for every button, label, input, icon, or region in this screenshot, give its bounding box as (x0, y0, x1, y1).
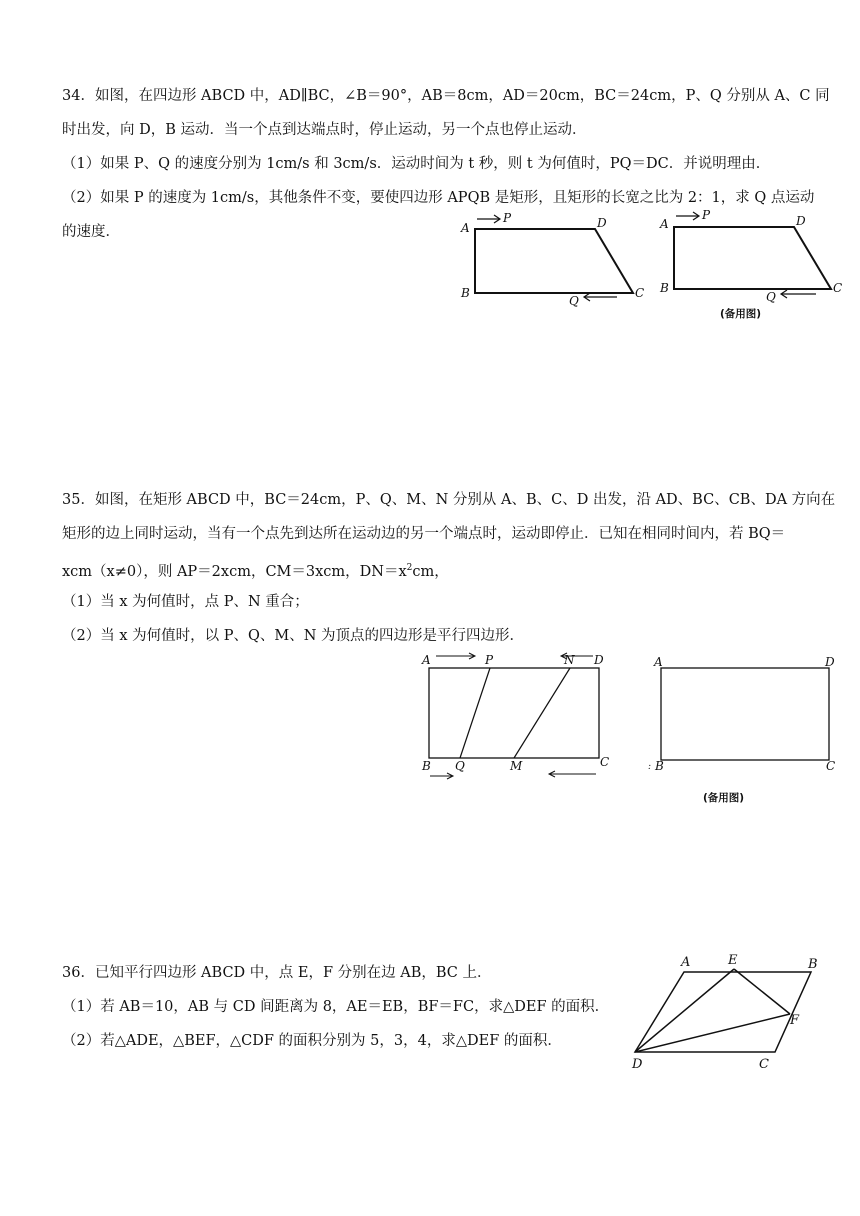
svg-text:D: D (796, 214, 806, 228)
svg-text:A: A (681, 955, 691, 970)
q36-line-1: 36．已知平行四边形 ABCD 中，点 E，F 分别在边 AB，BC 上． (62, 965, 492, 981)
q35-spare-caption: (备用图) (703, 792, 745, 804)
svg-text:A: A (422, 653, 431, 667)
svg-text:A: A (654, 655, 663, 669)
svg-text:Q: Q (766, 290, 776, 304)
svg-text:N: N (564, 653, 575, 667)
q36-part1: （1）若 AB＝10，AB 与 CD 间距离为 8，AE＝EB，BF＝FC，求△DEF 的面积． (62, 999, 610, 1015)
q34-part1: （1）如果 P、Q 的速度分别为 1cm/s 和 3cm/s．运动时间为 t 秒，则 t 为何值时，PQ＝DC．并说明理由． (62, 156, 771, 172)
svg-text:Q: Q (455, 759, 465, 773)
svg-text:A: A (660, 217, 669, 231)
q34-spare-figure (656, 205, 856, 325)
label-D: D (597, 216, 607, 230)
svg-text:P: P (485, 653, 494, 667)
label-B: B (461, 286, 470, 300)
label-Q: Q (569, 294, 579, 308)
label-A: A (461, 221, 470, 235)
q35-line-2: 矩形的边上同时运动，当有一个点先到达所在运动边的另一个端点时，运动即停止．已知在相同时间内，若 BQ＝ (62, 526, 786, 542)
svg-text:F: F (790, 1013, 800, 1028)
q35-figure (418, 648, 618, 783)
svg-text:D: D (594, 653, 604, 667)
q34-line-5: 的速度． (62, 224, 120, 240)
label-P: P (503, 211, 512, 225)
svg-text:C: C (600, 755, 610, 769)
svg-text:P: P (702, 208, 711, 222)
q34-line-1: 34．如图，在四边形 ABCD 中，AD∥BC，∠B＝90°，AB＝8cm，AD＝20cm，BC＝24cm，P、Q 分别从 A、C 同 (62, 88, 830, 104)
svg-text:E: E (728, 953, 738, 968)
svg-text:D: D (632, 1057, 643, 1072)
svg-text:C: C (759, 1057, 769, 1072)
svg-text:D: D (825, 655, 835, 669)
svg-text:C: C (833, 281, 843, 295)
svg-text:B: B (655, 759, 664, 773)
svg-text:B: B (660, 281, 669, 295)
svg-text:C: C (826, 759, 836, 773)
q35-part1: （1）当 x 为何值时，点 P、N 重合； (62, 594, 309, 610)
q35-line-1: 35．如图，在矩形 ABCD 中，BC＝24cm，P、Q、M、N 分别从 A、B、C、D 出发，沿 AD、BC、CB、DA 方向在 (62, 492, 836, 508)
q34-spare-caption: (备用图) (720, 308, 762, 320)
q36-figure (626, 950, 826, 1080)
svg-text:M: M (510, 759, 523, 773)
q36-part2: （2）若△ADE，△BEF，△CDF 的面积分别为 5，3，4，求△DEF 的面积． (62, 1033, 562, 1049)
label-C: C (635, 286, 645, 300)
svg-text:B: B (808, 957, 818, 972)
q34-figure (455, 205, 655, 315)
q34-line-2: 时出发，向 D，B 运动．当一个点到达端点时，停止运动，另一个点也停止运动． (62, 122, 587, 138)
q34-part2: （2）如果 P 的速度为 1cm/s，其他条件不变，要使四边形 APQB 是矩形，且矩形的长宽之比为 2：1，求 Q 点运动 (62, 190, 815, 206)
stray-mark: : (648, 762, 652, 772)
q35-spare-figure (640, 648, 845, 808)
q35-line-3: xcm（x≠0），则 AP＝2xcm，CM＝3xcm，$DN=x^2cm$， (62, 563, 449, 580)
svg-text:B: B (422, 759, 431, 773)
q35-part2: （2）当 x 为何值时，以 P、Q、M、N 为顶点的四边形是平行四边形． (62, 628, 525, 644)
